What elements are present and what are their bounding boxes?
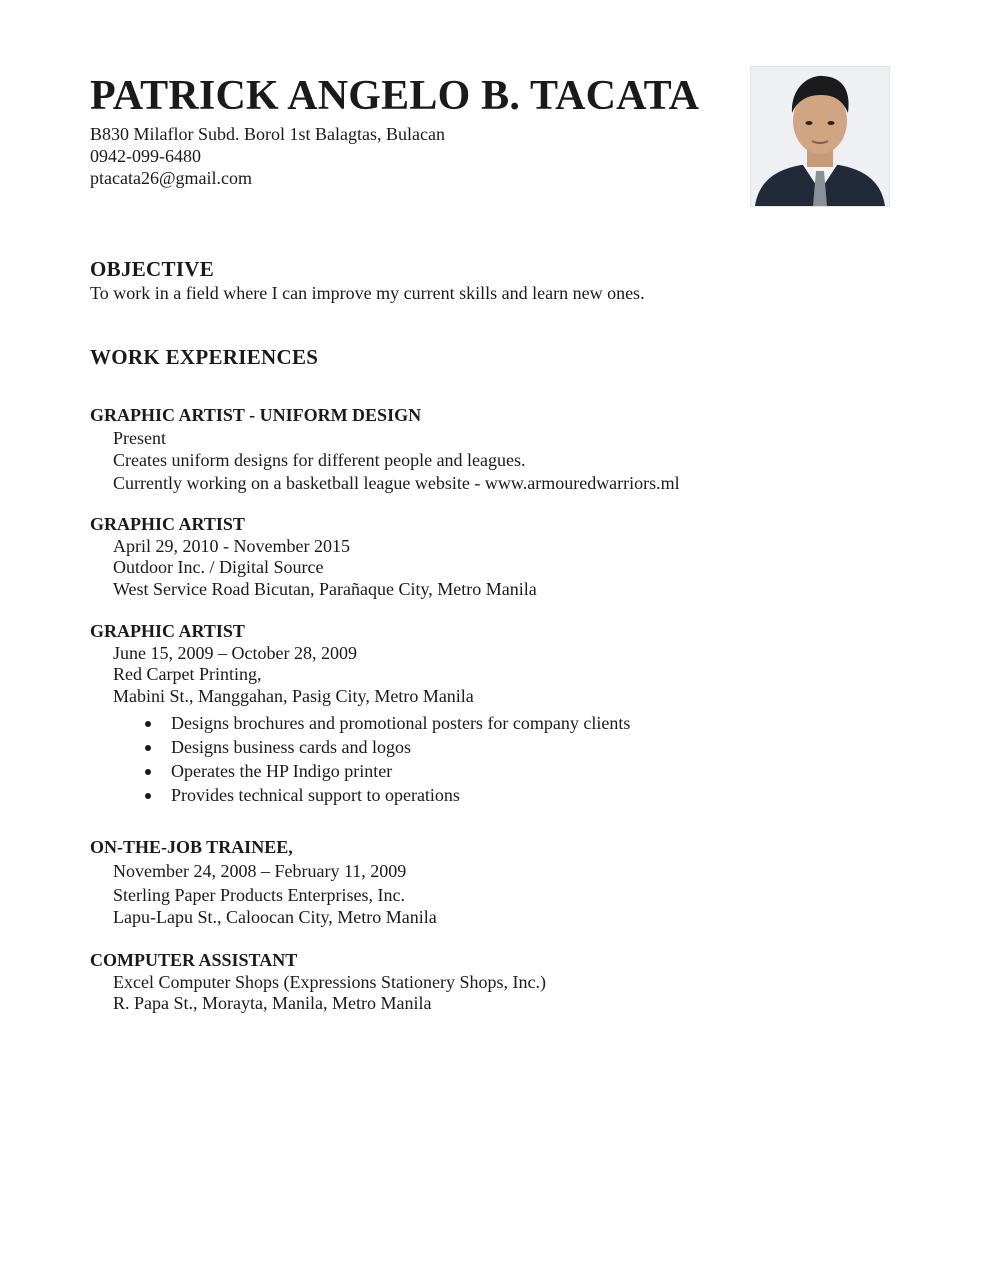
job-entry — [90, 950, 546, 1015]
list-item — [90, 759, 630, 783]
job-title: COMPUTER ASSISTANT — [90, 950, 298, 970]
bullet-icon — [145, 745, 151, 751]
applicant-name: PATRICK ANGELO B. TACATA — [90, 73, 700, 119]
job-entry — [90, 514, 537, 600]
bullet-icon — [145, 721, 151, 727]
job-date: April 29, 2010 - November 2015 — [113, 535, 350, 556]
email-line: ptacata26@gmail.com — [90, 168, 253, 188]
job-date: November 24, 2008 – February 11, 2009 — [113, 860, 407, 881]
duty-text: Operates the HP Indigo printer — [171, 761, 393, 781]
job-title: ON-THE-JOB TRAINEE, — [90, 837, 293, 857]
list-item — [90, 783, 630, 807]
contact-block — [90, 123, 445, 189]
duty-text: Designs brochures and promotional posters for company clients — [171, 713, 631, 733]
list-item — [90, 735, 630, 759]
job-title: GRAPHIC ARTIST - UNIFORM DESIGN — [90, 405, 422, 425]
bullet-icon — [145, 793, 151, 799]
job-date: Present — [113, 427, 166, 448]
job-company: Sterling Paper Products Enterprises, Inc. — [113, 885, 405, 905]
job-address: Mabini St., Manggahan, Pasig City, Metro Manila — [113, 685, 474, 706]
job-address: West Service Road Bicutan, Parañaque City, Metro Manila — [113, 578, 537, 599]
job-detail: Creates uniform designs for different people and leagues. — [113, 450, 526, 470]
job-title: GRAPHIC ARTIST — [90, 514, 245, 534]
job-company: Outdoor Inc. / Digital Source — [113, 557, 324, 577]
list-item — [90, 711, 630, 735]
job-address: R. Papa St., Morayta, Manila, Metro Manila — [113, 993, 432, 1013]
job-company: Excel Computer Shops (Expressions Stationery Shops, Inc.) — [113, 971, 546, 992]
bullet-icon — [145, 769, 151, 775]
job-detail: Currently working on a basketball league website - www.armouredwarriors.ml — [113, 472, 680, 493]
job-entry — [90, 837, 437, 928]
job-date: June 15, 2009 – October 28, 2009 — [113, 642, 357, 663]
duties-list — [90, 711, 630, 807]
address-line: B830 Milaflor Subd. Borol 1st Balagtas, Bulacan — [90, 124, 445, 144]
profile-photo — [750, 66, 890, 207]
duty-text: Provides technical support to operations — [171, 785, 460, 805]
duty-text: Designs business cards and logos — [171, 737, 411, 757]
job-company: Red Carpet Printing, — [113, 664, 262, 684]
phone-line: 0942-099-6480 — [90, 146, 201, 166]
objective-heading: OBJECTIVE — [90, 257, 215, 281]
job-address: Lapu-Lapu St., Caloocan City, Metro Manila — [113, 906, 437, 927]
objective-text: To work in a field where I can improve my current skills and learn new ones. — [90, 283, 645, 303]
job-entry — [90, 621, 630, 807]
job-entry — [90, 405, 680, 494]
job-title: GRAPHIC ARTIST — [90, 621, 245, 641]
work-experiences-heading: WORK EXPERIENCES — [90, 345, 319, 369]
